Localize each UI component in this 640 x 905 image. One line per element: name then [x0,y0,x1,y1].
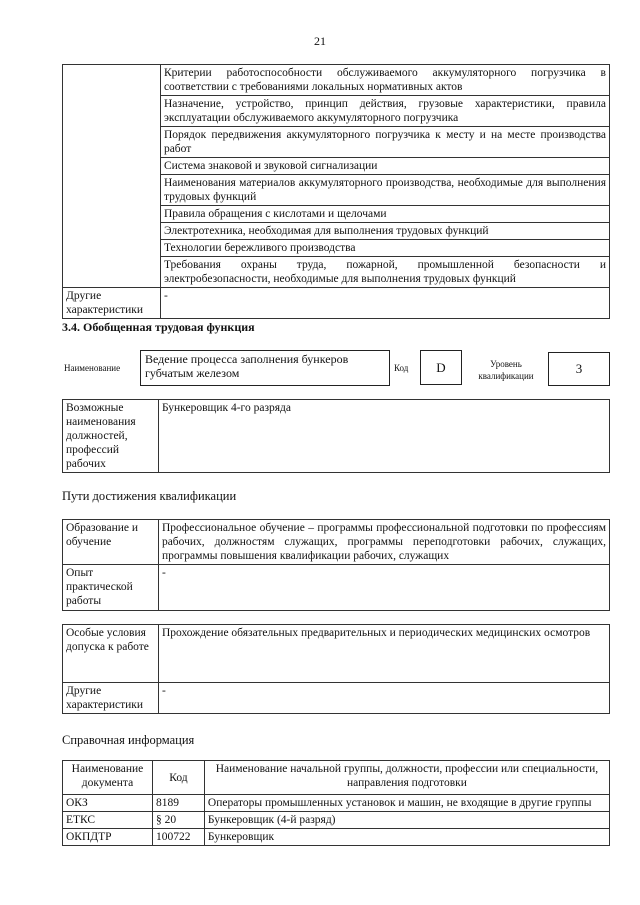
doc-name-cell: ОКЗ [63,795,153,812]
table-row [63,65,610,96]
other-characteristics-value: - [160,288,609,319]
special-conditions-label: Особые условия допуска к работе [63,625,159,683]
experience-label: Опыт практической работы [63,565,159,611]
positions-value: Бункеровщик 4-го разряда [158,400,609,473]
experience-value: - [158,565,609,611]
code-label: Код [394,363,409,373]
table-row [63,565,610,611]
special-conditions-value: Прохождение обязательных предварительных и периодических медицинских осмотров [158,625,609,683]
positions-table [62,399,610,473]
knowledge-label-cell [63,65,161,288]
name-label: Наименование [64,363,121,373]
education-value: Профессиональное обучение – программы профессиональной подготовки по профессиям рабочих, должностям служащих, программы переподготовки рабочих, служащих, программы повышения квалификации рабочих, служащих [158,520,609,565]
other-characteristics-label: Другие характеристики [63,683,159,714]
other-characteristics-value: - [158,683,609,714]
table-row [63,625,610,683]
group-name-cell: Бункеровщик [204,829,609,846]
table-row [63,400,610,473]
level-box [548,352,610,386]
code-value: D [436,360,446,375]
page-number: 21 [314,34,326,48]
knowledge-item: Критерии работоспособности обслуживаемого аккумуляторного погрузчика в соответствии с требованиями локальных нормативных актов [160,65,609,96]
doc-name-cell: ЕТКС [63,812,153,829]
table-header-row [63,761,610,795]
knowledge-item: Технологии бережливого производства [160,240,609,257]
knowledge-item: Порядок передвижения аккумуляторного погрузчика к месту и на месте производства работ [160,127,609,158]
section-title: 3.4. Обобщенная трудовая функция [62,320,255,334]
knowledge-item: Наименования материалов аккумуляторного производства, необходимые для выполнения трудовых функций [160,175,609,206]
level-value: 3 [575,361,583,376]
positions-label: Возможные наименования должностей, профессий рабочих [63,400,159,473]
table-row [63,288,610,319]
reference-table [62,760,610,846]
knowledge-item: Электротехника, необходимая для выполнения трудовых функций [160,223,609,240]
knowledge-item: Назначение, устройство, принцип действия, грузовые характеристики, правила эксплуатации обслуживаемого аккумуляторного погрузчика [160,96,609,127]
other-characteristics-label: Другие характеристики [63,288,161,319]
code-cell: 8189 [152,795,204,812]
table-row [63,812,610,829]
function-name-box [140,350,390,386]
level-label: Уровень квалификации [478,359,534,381]
group-name-cell: Операторы промышленных установок и машин, не входящие в другие группы [204,795,609,812]
group-name-cell: Бункеровщик (4-й разряд) [204,812,609,829]
table-row [63,795,610,812]
paths-table [62,519,610,611]
doc-name-cell: ОКПДТР [63,829,153,846]
table-row [63,829,610,846]
knowledge-table [62,64,610,319]
column-header: Наименование документа [63,761,153,795]
knowledge-item: Правила обращения с кислотами и щелочами [160,206,609,223]
knowledge-item: Система знаковой и звуковой сигнализации [160,158,609,175]
table-row [63,520,610,565]
conditions-table [62,624,610,714]
column-header: Наименование начальной группы, должности, профессии или специальности, направления подготовки [204,761,609,795]
column-header: Код [152,761,204,795]
knowledge-item: Требования охраны труда, пожарной, промышленной безопасности и электробезопасности, необходимые для выполнения трудовых функций [160,257,609,288]
code-cell: 100722 [152,829,204,846]
function-name-value: Ведение процесса заполнения бункеров губчатым железом [145,352,349,380]
reference-title: Справочная информация [62,733,195,747]
table-row [63,683,610,714]
code-cell: § 20 [152,812,204,829]
code-box [420,350,462,385]
paths-title: Пути достижения квалификации [62,489,237,503]
education-label: Образование и обучение [63,520,159,565]
